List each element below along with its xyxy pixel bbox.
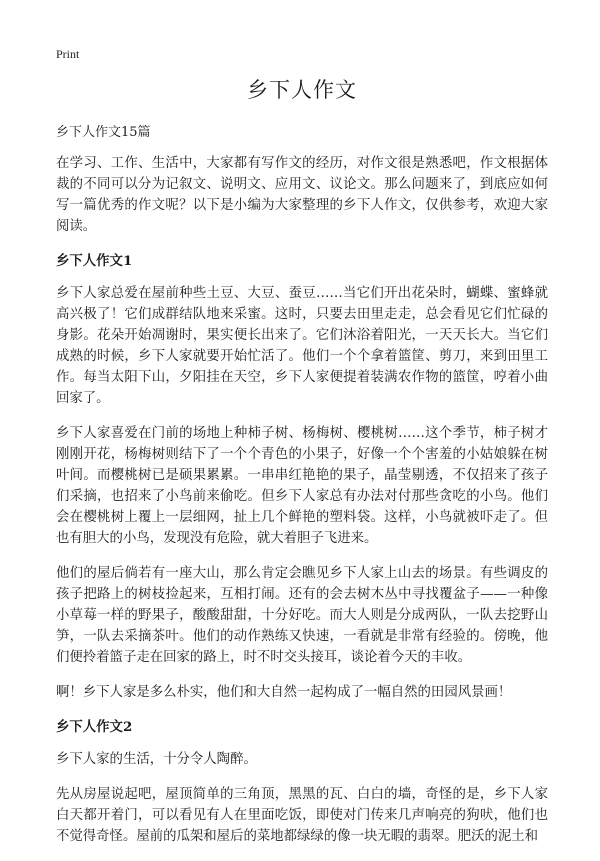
paragraph: 啊！乡下人家是多么朴实，他们和大自然一起构成了一幅自然的田园风景画！ — [56, 685, 512, 700]
paragraph: 乡下人家总爱在屋前种些土豆、大豆、蚕豆……当它们开出花朵时，蝴蝶、蜜蜂就高兴极了！它们成群结队地来采蜜。这时，只要去田里走走，总会看见它们忙碌的身影。花朵开始凋谢时，果实便长出来了。它们沐浴着阳光，一天天长大。当它们成熟的时候，乡下人家就要开始忙活了。他们一个个拿着篮筐、剪刀，来到田里工作。每当太阳下山，夕阳挂在天空，乡下人家便提着装满农作物的篮筐，哼着小曲回家了。 — [56, 286, 548, 406]
section-heading: 乡下人作文2 — [56, 719, 133, 735]
paragraph: 他们的屋后倘若有一座大山，那么肯定会瞧见乡下人家上山去的场景。有些调皮的孩子把路上的树枝捡起来，互相打闹。还有的会去树木丛中寻找覆盆子——一种像小草莓一样的野果子，酸酸甜甜，十分好吃。而大人则是分成两队，一队去挖野山笋，一队去采摘茶叶。他们的动作熟练又快速，一看就是非常有经验的。傍晚，他们便拎着篮子走在回家的路上，时不时交头接耳，谈论着今天的丰收。 — [56, 566, 548, 665]
print-link[interactable]: Print — [56, 47, 80, 61]
paragraph: 先从房屋说起吧，屋顶简单的三角顶，黑黑的瓦、白白的墙，奇怪的是，乡下人家白天都开着门，可以看见有人在里面吃饭，即使对门传来几声响亮的狗吠，他们也不觉得奇怪。屋前的瓜架和屋后的菜地都绿绿的像一块无暇的翡翠。肥沃的泥土和 — [56, 787, 548, 844]
article-subtitle: 乡下人作文15篇 — [56, 125, 151, 140]
intro-paragraph: 在学习、工作、生活中，大家都有写作文的经历，对作文很是熟悉吧，作文根据体裁的不同可以分为记叙文、说明文、应用文、议论文。那么问题来了，到底应如何写一篇优秀的作文呢？以下是小编为大家整理的乡下人作文，仅供参考，欢迎大家阅读。 — [56, 156, 548, 234]
paragraph: 乡下人家喜爱在门前的场地上种柿子树、杨梅树、樱桃树……这个季节，柿子树才刚刚开花，杨梅树则结下了一个个青色的小果子，好像一个个害羞的小姑娘躲在树叶间。而樱桃树已是硕果累累。一串串红艳艳的果子，晶莹剔透，不仅招来了孩子们采摘，也招来了小鸟前来偷吃。但乡下人家总有办法对付那些贪吃的小鸟。他们会在樱桃树上覆上一层细网，扯上几个鲜艳的塑料袋。这样，小鸟就被吓走了。但也有胆大的小鸟，发现没有危险，就大着胆子飞进来。 — [56, 426, 548, 546]
page-title: 乡下人作文 — [247, 78, 357, 102]
article — [56, 76, 548, 861]
section-heading: 乡下人作文1 — [56, 253, 133, 269]
paragraph: 乡下人家的生活，十分令人陶醉。 — [56, 752, 257, 767]
